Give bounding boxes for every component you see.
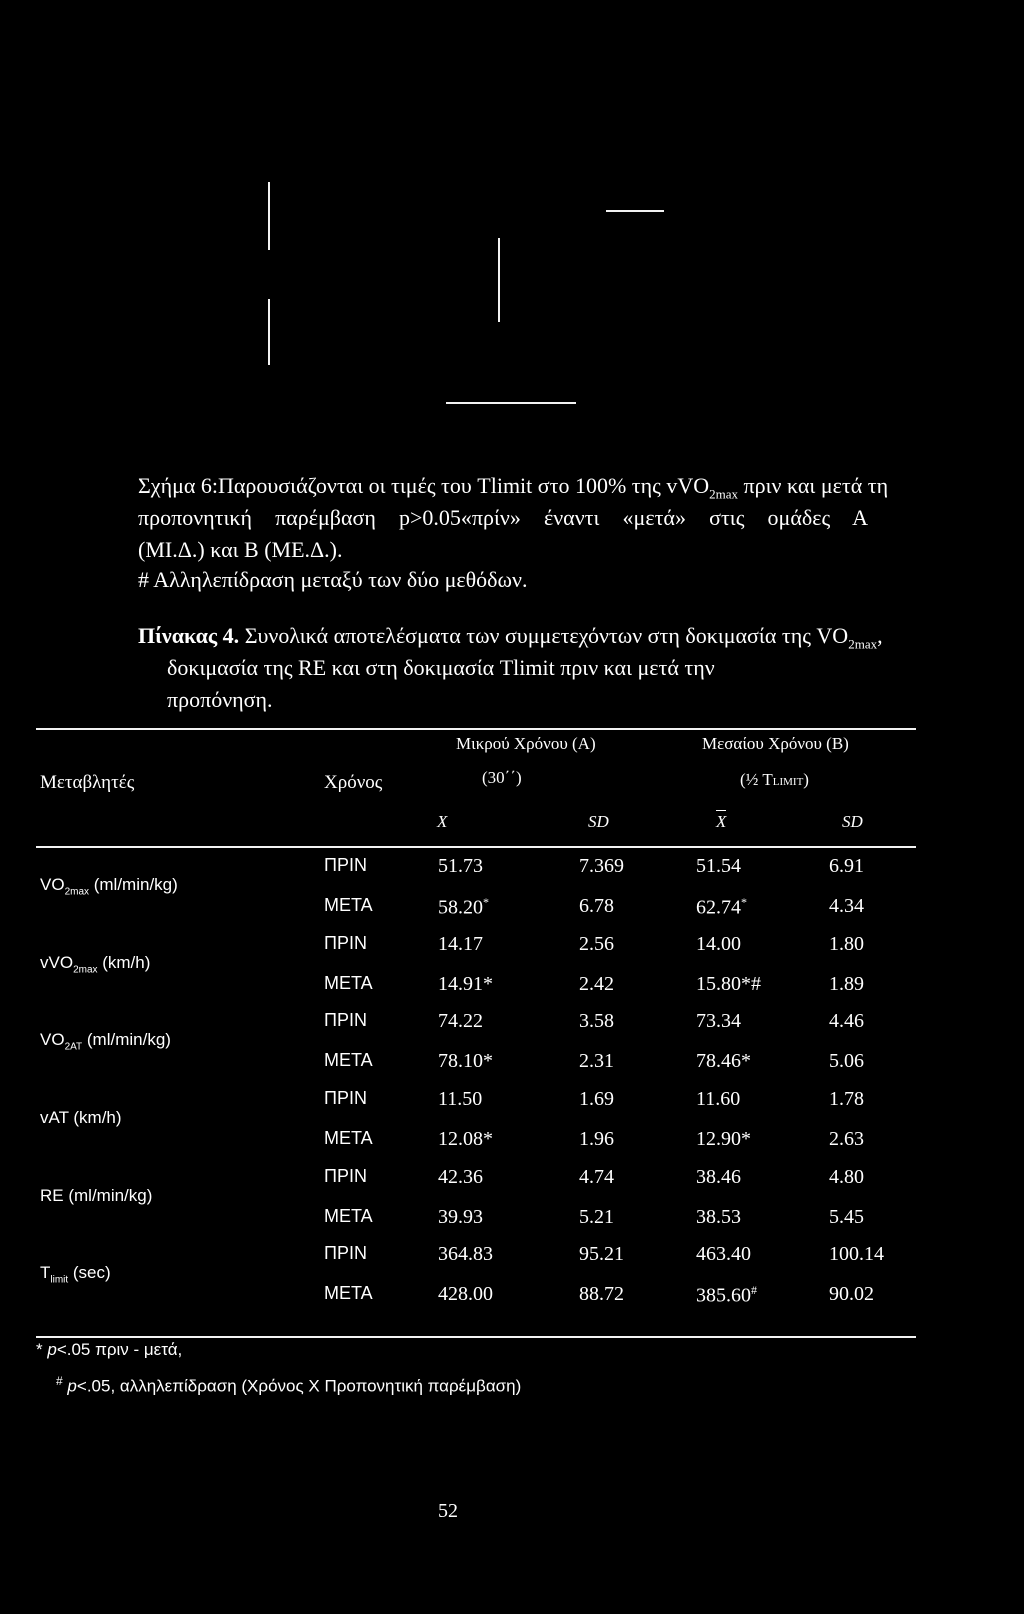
footnote-p: p [47, 1340, 57, 1359]
cell-value: 90.02 [829, 1283, 874, 1305]
time-label-post: ΜΕΤΑ [324, 1283, 373, 1303]
col-variables: Μεταβλητές [40, 772, 135, 793]
mean-b-pre: 73.34 [696, 1010, 741, 1032]
sd-b-post [829, 1206, 864, 1229]
time-label-post: ΜΕΤΑ [324, 1128, 373, 1148]
variable-subscript: 2max [64, 886, 90, 898]
cell-value: 5.21 [579, 1206, 614, 1228]
cell-value: 4.34 [829, 895, 864, 917]
mean-b-pre: 38.46 [696, 1166, 741, 1188]
sd-a-post [579, 973, 614, 996]
figure-caption-line: # Αλληλεπίδραση μεταξύ των δύο μεθόδων. [138, 567, 528, 592]
mean-b-post [696, 973, 761, 996]
sd-a-post [579, 1050, 614, 1073]
cell-value: 38.53 [696, 1206, 741, 1228]
sd-b-pre: 4.80 [829, 1166, 864, 1188]
variable-subscript: 2max [73, 964, 98, 976]
cell-value: 2.63 [829, 1128, 864, 1150]
caption-subscript: 2max [709, 486, 739, 502]
variable-subscript: 2AT [64, 1041, 83, 1053]
group-b-sub-small: LIMIT [772, 776, 804, 788]
sd-b-post [829, 1128, 864, 1151]
group-a-sub: (30΄΄) [482, 768, 522, 787]
caption-text: Σχήμα 6:Παρουσιάζονται οι τιμές του Tlimit στο 100% της vVO [138, 473, 710, 498]
cell-value: 14.91* [438, 973, 493, 995]
col-x-b: X [716, 812, 727, 831]
group-b-sub [740, 770, 809, 790]
sd-b-post [829, 1050, 864, 1073]
variable-name: RE (ml/min/kg) [40, 1186, 153, 1205]
mean-a-pre: 14.17 [438, 933, 483, 955]
sd-b-pre: 6.91 [829, 855, 864, 877]
variable-label [40, 953, 150, 975]
variable-unit: (sec) [68, 1263, 111, 1282]
mean-a-post [438, 895, 489, 920]
sd-b-pre: 1.80 [829, 933, 864, 955]
sd-a-pre: 4.74 [579, 1166, 614, 1188]
table-caption-line: προπόνηση. [167, 687, 273, 712]
mean-a-post [438, 973, 493, 996]
mean-a-pre: 51.73 [438, 855, 483, 877]
footnote-text: <.05, αλληλεπίδραση (Χρόνος Χ Προπονητική παρέμβαση) [76, 1376, 522, 1396]
mean-b-post [696, 895, 747, 920]
cell-value: 78.46* [696, 1050, 751, 1072]
significance-mark: * [741, 895, 747, 909]
figure-line [268, 182, 270, 250]
sd-a-pre: 3.58 [579, 1010, 614, 1032]
table-header-rule [36, 846, 916, 848]
sd-b-post [829, 1283, 874, 1306]
variable-label [40, 1108, 122, 1128]
sd-b-post [829, 973, 864, 996]
col-sd-b: SD [842, 812, 863, 831]
col-sd-a: SD [588, 812, 609, 831]
variable-label [40, 1263, 111, 1285]
caption-text: πριν και μετά τη [738, 473, 889, 498]
footnote-1 [36, 1340, 182, 1360]
page-number: 52 [438, 1500, 458, 1522]
cell-value: 2.31 [579, 1050, 614, 1072]
cell-value: 5.06 [829, 1050, 864, 1072]
time-label-pre: ΠΡΙΝ [324, 1243, 368, 1263]
figure-line [446, 402, 576, 404]
mean-a-pre: 74.22 [438, 1010, 483, 1032]
variable-label [40, 1030, 171, 1052]
caption-text: , [877, 623, 883, 648]
cell-value: 39.93 [438, 1206, 483, 1228]
cell-value: 1.89 [829, 973, 864, 995]
caption-subscript: 2max [848, 636, 878, 652]
group-b-sub-text: (½ Τ [740, 770, 773, 789]
sd-b-pre: 4.46 [829, 1010, 864, 1032]
variable-unit: (ml/min/kg) [82, 1030, 171, 1049]
time-label-pre: ΠΡΙΝ [324, 1088, 368, 1108]
time-label-post: ΜΕΤΑ [324, 1050, 373, 1070]
variable-name: vVO [40, 953, 74, 972]
figure-line [498, 238, 500, 322]
sd-a-post [579, 895, 614, 918]
mean-b-pre: 51.54 [696, 855, 741, 877]
group-b-sub-end: ) [803, 770, 809, 789]
time-label-pre: ΠΡΙΝ [324, 1010, 368, 1030]
cell-value: 62.74 [696, 896, 741, 919]
time-label-post: ΜΕΤΑ [324, 1206, 373, 1226]
variable-unit: (ml/min/kg) [89, 875, 178, 894]
time-label-pre: ΠΡΙΝ [324, 933, 368, 953]
cell-value: 15.80*# [696, 973, 761, 995]
cell-value: 12.08* [438, 1128, 493, 1150]
cell-value: 88.72 [579, 1283, 624, 1305]
col-time: Χρόνος [324, 772, 383, 793]
table-top-rule [36, 728, 916, 730]
mean-a-post [438, 1283, 493, 1306]
variable-name: T [40, 1263, 51, 1282]
mean-b-post [696, 1128, 751, 1151]
cell-value: 6.78 [579, 895, 614, 917]
mean-a-pre: 364.83 [438, 1243, 493, 1265]
mean-a-post [438, 1050, 493, 1073]
variable-name: VO [40, 875, 65, 894]
time-label-post: ΜΕΤΑ [324, 895, 373, 915]
figure-caption-line: (ΜΙ.Δ.) και Β (ΜΕ.Δ.). [138, 537, 343, 562]
sd-b-post [829, 895, 864, 918]
sd-b-pre: 100.14 [829, 1243, 884, 1265]
significance-mark: # [751, 1283, 757, 1297]
mean-b-post [696, 1050, 751, 1073]
mean-b-pre: 463.40 [696, 1243, 751, 1265]
cell-value: 5.45 [829, 1206, 864, 1228]
sd-a-pre: 1.69 [579, 1088, 614, 1110]
mean-b-pre: 11.60 [696, 1088, 741, 1110]
cell-value: 12.90* [696, 1128, 751, 1150]
sd-a-pre: 95.21 [579, 1243, 624, 1265]
table-bottom-rule [36, 1336, 916, 1338]
table-caption-line: δοκιμασία της RE και στη δοκιμασία Tlimit πριν και μετά την [167, 655, 715, 680]
variable-label [40, 875, 178, 897]
figure-line [268, 299, 270, 365]
mean-a-pre: 42.36 [438, 1166, 483, 1188]
cell-value: 428.00 [438, 1283, 493, 1305]
group-a-title: Μικρού Χρόνου (Α) [456, 734, 596, 753]
cell-value: 385.60 [696, 1284, 751, 1307]
figure-line [606, 210, 664, 212]
mean-b-pre: 14.00 [696, 933, 741, 955]
footnote-text: <.05 πριν - μετά, [56, 1340, 183, 1359]
footnote-mark: * [36, 1340, 48, 1359]
footnote-2 [56, 1374, 521, 1397]
footnote-p: p [67, 1376, 77, 1396]
cell-value: 78.10* [438, 1050, 493, 1072]
variable-name: vAT (km/h) [40, 1108, 122, 1127]
variable-subscript: limit [50, 1274, 69, 1286]
sd-a-pre: 7.369 [579, 855, 624, 877]
cell-value: 1.96 [579, 1128, 614, 1150]
variable-unit: (km/h) [97, 953, 151, 972]
mean-a-pre: 11.50 [438, 1088, 483, 1110]
cell-value: 58.20 [438, 896, 483, 919]
figure-caption-line: προπονητική παρέμβαση p>0.05«πρίν» έναντι «μετά» στις ομάδες Α [138, 505, 868, 530]
footnote-mark: # [56, 1374, 63, 1388]
significance-mark: * [483, 895, 489, 909]
mean-a-post [438, 1206, 483, 1229]
variable-label [40, 1186, 152, 1206]
mean-a-post [438, 1128, 493, 1151]
sd-b-pre: 1.78 [829, 1088, 864, 1110]
time-label-pre: ΠΡΙΝ [324, 855, 368, 875]
cell-value: 2.42 [579, 973, 614, 995]
variable-name: VO [40, 1030, 65, 1049]
sd-a-post [579, 1128, 614, 1151]
sd-a-pre: 2.56 [579, 933, 614, 955]
time-label-post: ΜΕΤΑ [324, 973, 373, 993]
table-label: Πίνακας 4. [138, 623, 240, 648]
group-b-title: Μεσαίου Χρόνου (Β) [702, 734, 849, 753]
sd-a-post [579, 1206, 614, 1229]
mean-b-post [696, 1283, 757, 1308]
mean-b-post [696, 1206, 741, 1229]
sd-a-post [579, 1283, 624, 1306]
col-x-a: X [437, 812, 448, 831]
time-label-pre: ΠΡΙΝ [324, 1166, 368, 1186]
caption-text: Συνολικά αποτελέσματα των συμμετεχόντων στη δοκιμασία της VO [244, 623, 849, 648]
